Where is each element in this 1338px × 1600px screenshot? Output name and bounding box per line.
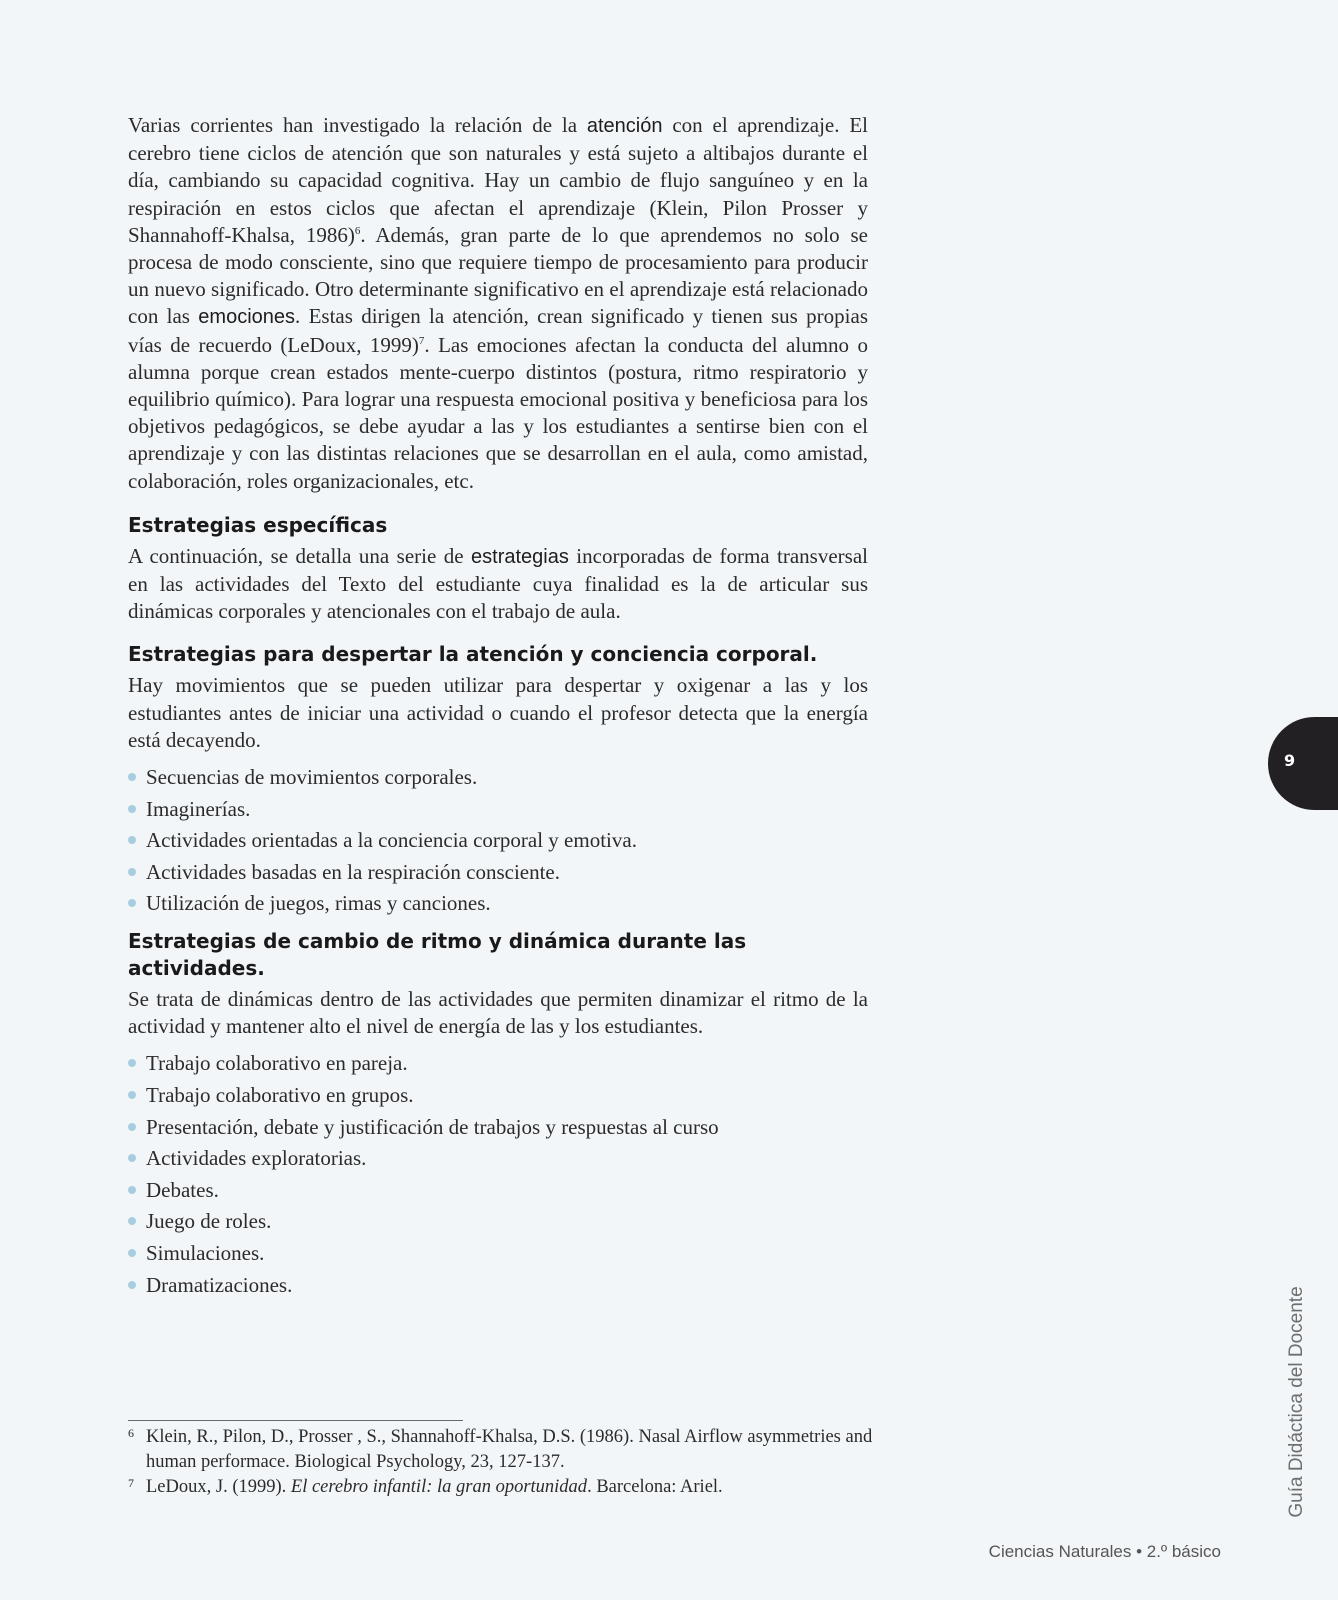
list-item-text: Simulaciones. — [146, 1241, 265, 1265]
list-item-text: Imaginerías. — [146, 796, 251, 821]
list-item-text: Actividades orientadas a la conciencia corporal y emotiva. — [146, 828, 637, 853]
bullet-dot-icon — [128, 1154, 136, 1162]
list-item — [128, 1143, 868, 1175]
list-item — [128, 1206, 868, 1238]
footer-subject-label: Ciencias Naturales • 2.º básico — [988, 1542, 1221, 1561]
section2-paragraph: Hay movimientos que se pueden utilizar para despertar y oxigenar a las y los estudiantes antes de iniciar una actividad o cuando el profesor detecta que la energía está decayendo. — [128, 673, 868, 752]
footnote-number: 7 — [128, 1476, 134, 1490]
footnote-7 — [128, 1475, 908, 1500]
bullet-list-ritmo — [128, 1048, 868, 1301]
list-item — [128, 857, 868, 889]
list-item-text: Presentación, debate y justificación de trabajos y respuestas al curso — [146, 1114, 719, 1139]
footnote-6 — [128, 1425, 908, 1475]
bullet-dot-icon — [128, 1217, 136, 1225]
bullet-dot-icon — [128, 899, 136, 907]
list-item-text: Trabajo colaborativo en pareja. — [146, 1051, 408, 1076]
section-heading-estrategias-especificas: Estrategias específicas — [128, 512, 388, 537]
bullet-dot-icon — [128, 805, 136, 813]
bullet-dot-icon — [128, 1123, 136, 1131]
footnotes — [128, 1425, 908, 1500]
footnote-ref-6[interactable]: 6 — [354, 224, 361, 237]
intro-text: . Las emociones afectan la conducta del alumno o alumna porque crean estados mente-cuerpo distintos (postura, ritmo respiratorio y equilibrio químico). Para lograr una respuesta emocional positiva y beneficiosa para los objetivos pedagógicos, se debe ayudar a las y los estudiantes a sentirse bien con el aprendizaje y con las distintas relaciones que se desarrollan en el aula, como amistad, colaboración, roles organizacionales, etc. — [128, 332, 868, 493]
list-item — [128, 888, 868, 920]
bullet-dot-icon — [128, 773, 136, 781]
list-item — [128, 1080, 868, 1112]
bullet-dot-icon — [128, 1186, 136, 1194]
section-heading-cambio-ritmo: Estrategias de cambio de ritmo y dinámica durante las actividades. — [128, 929, 747, 981]
bullet-dot-icon — [128, 1059, 136, 1067]
bullet-dot-icon — [128, 868, 136, 876]
list-item-text: Debates. — [146, 1177, 219, 1202]
footnote-divider — [128, 1420, 463, 1421]
bullet-list-atencion — [128, 762, 868, 920]
list-item-text: Actividades basadas en la respiración consciente. — [146, 859, 561, 884]
page-number: 9 — [1284, 751, 1296, 770]
page-number-tab — [1268, 717, 1338, 810]
list-item — [128, 762, 868, 794]
footnote-text: Klein, R., Pilon, D., Prosser , S., Shannahoff-Khalsa, D.S. (1986). Nasal Airflow asymmetries and human performace. Biological Psychology, 23, 127-137. — [146, 1427, 873, 1472]
list-item — [128, 1175, 868, 1207]
intro-text: Varias corrientes han investigado la relación de la — [128, 113, 587, 137]
list-item-text: Dramatizaciones. — [146, 1272, 293, 1297]
section1-text: A continuación, se detalla una serie de — [128, 543, 472, 568]
footnote-text: LeDoux, J. (1999). — [146, 1477, 291, 1497]
list-item-text: Secuencias de movimientos corporales. — [146, 765, 478, 790]
bullet-dot-icon — [128, 1281, 136, 1289]
bullet-dot-icon — [128, 1091, 136, 1099]
list-item-text: Utilización de juegos, rimas y canciones. — [146, 891, 491, 916]
footnote-book-title: El cerebro infantil: la gran oportunidad — [290, 1477, 588, 1497]
section3-paragraph: Se trata de dinámicas dentro de las actividades que permiten dinamizar el ritmo de la actividad y mantener alto el nivel de energía de las y los estudiantes. — [128, 987, 868, 1039]
footnote-ref-7[interactable]: 7 — [418, 334, 425, 347]
sidebar-guide-title: Guía Didáctica del Docente — [1286, 1286, 1307, 1518]
keyword-estrategias: estrategias — [471, 545, 569, 568]
list-item — [128, 1048, 868, 1080]
bullet-dot-icon — [128, 1249, 136, 1257]
list-item — [128, 1112, 868, 1144]
footnote-number: 6 — [128, 1426, 134, 1440]
section1-text: incorporadas de forma transversal en las actividades del Texto del estudiante cuya finalidad es la de articular sus dinámicas corporales y atencionales con el trabajo de aula. — [128, 543, 868, 624]
intro-text: . Además, gran parte de lo que aprendemos no solo se procesa de modo consciente, sino que requiere tiempo de procesamiento para producir un nuevo significado. Otro determinante significativo en el aprendizaje está relacionado con las — [128, 222, 868, 329]
keyword-atencion: atención — [586, 115, 663, 137]
intro-text: con el aprendizaje. El cerebro tiene ciclos de atención que son naturales y está sujeto a altibajos durante el día, cambiando su capacidad cognitiva. Hay un cambio de flujo sanguíneo y en la respiración en estos ciclos que afectan el aprendizaje (Klein, Pilon Prosser y Shannahoff-Khalsa, 1986) — [128, 113, 869, 247]
section-heading-atencion-corporal: Estrategias para despertar la atención y conciencia corporal. — [128, 642, 818, 667]
list-item-text: Juego de roles. — [146, 1209, 272, 1234]
list-item — [128, 1270, 868, 1302]
bullet-dot-icon — [128, 836, 136, 844]
footnote-text: . Barcelona: Ariel. — [587, 1477, 723, 1497]
list-item — [128, 1238, 868, 1270]
section1-paragraph — [128, 543, 868, 626]
keyword-emociones: emociones — [198, 306, 295, 329]
intro-text: . Estas dirigen la atención, crean significado y tienen sus propias vías de recuerdo (LeDoux, 1999) — [128, 304, 868, 357]
list-item-text: Actividades exploratorias. — [146, 1146, 367, 1171]
list-item — [128, 794, 868, 826]
main-content — [128, 112, 868, 1301]
intro-paragraph — [128, 112, 868, 495]
list-item — [128, 825, 868, 857]
list-item-text: Trabajo colaborativo en grupos. — [146, 1083, 414, 1108]
